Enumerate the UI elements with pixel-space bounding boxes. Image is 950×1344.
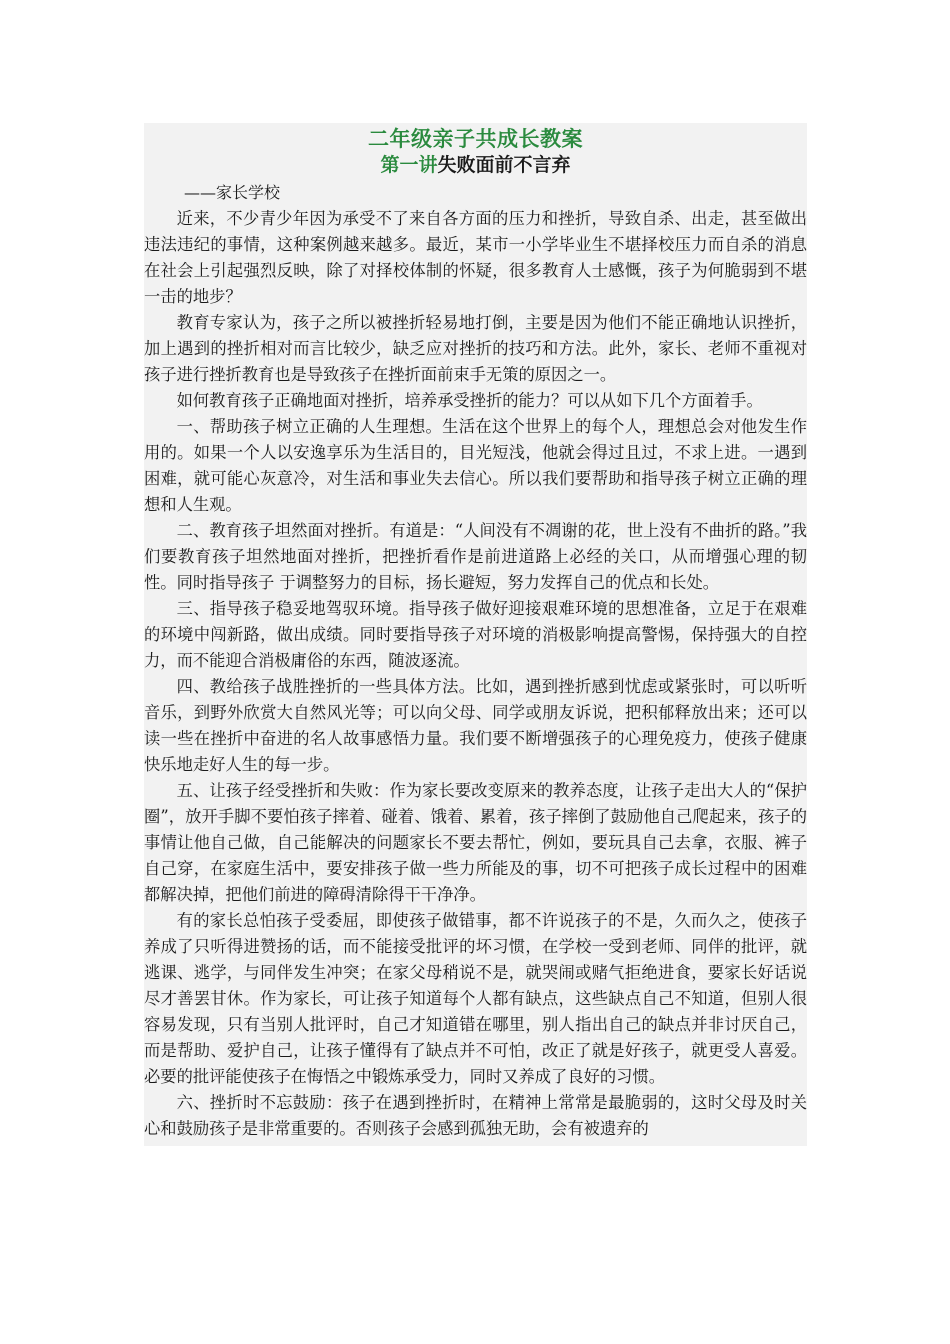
paragraph: 二、教育孩子坦然面对挫折。有道是：“人间没有不凋谢的花，世上没有不曲折的路。”我们要教育孩子坦然地面对挫折，把挫折看作是前进道路上必经的关口，从而增强心理的韧性。同时指导孩子 于调整努力的目标，扬长避短，努力发挥自己的优点和长处。 — [144, 521, 807, 592]
paragraph: 一、帮助孩子树立正确的人生理想。生活在这个世界上的每个人，理想总会对他发生作用的。如果一个人以安逸享乐为生活目的，目光短浅，他就会得过且过，不求上进。一遇到困难，就可能心灰意冷，对生活和事业失去信心。所以我们要帮助和指导孩子树立正确的理想和人生观。 — [144, 417, 807, 514]
paragraph: 六、挫折时不忘鼓励：孩子在遇到挫折时，在精神上常常是最脆弱的，这时父母及时关心和鼓励孩子是非常重要的。否则孩子会感到孤独无助，会有被遗弃的 — [144, 1093, 807, 1138]
document-subtitle — [144, 152, 807, 178]
paragraph: 三、指导孩子稳妥地驾驭环境。指导孩子做好迎接艰难环境的思想准备，立足于在艰难的环境中闯新路，做出成绩。同时要指导孩子对环境的消极影响提高警惕，保持强大的自控力，而不能迎合消极庸俗的东西，随波逐流。 — [144, 599, 807, 670]
document-body — [144, 123, 807, 1146]
document-source: ——家长学校 — [184, 183, 281, 202]
document-title: 二年级亲子共成长教案 — [368, 126, 583, 151]
subtitle-lecture-number: 第一讲 — [380, 154, 438, 176]
paragraph: 有的家长总怕孩子受委屈，即使孩子做错事，都不许说孩子的不是，久而久之，使孩子养成了只听得进赞扬的话，而不能接受批评的坏习惯，在学校一受到老师、同伴的批评，就逃课、逃学，与同伴发生冲突；在家父母稍说不是，就哭闹或赌气拒绝进食，要家长好话说尽才善罢甘休。作为家长，可让孩子知道每个人都有缺点，这些缺点自己不知道，但别人很容易发现，只有当别人批评时，自己才知道错在哪里，别人指出自己的缺点并非讨厌自己，而是帮助、爱护自己，让孩子懂得有了缺点并不可怕，改正了就是好孩子，就更受人喜爱。必要的批评能使孩子在悔悟之中锻炼承受力，同时又养成了良好的习惯。 — [144, 911, 807, 1086]
subtitle-topic: 失败面前不言弃 — [437, 154, 571, 176]
paragraph: 近来，不少青少年因为承受不了来自各方面的压力和挫折，导致自杀、出走，甚至做出违法违纪的事情，这种案例越来越多。最近，某市一小学毕业生不堪择校压力而自杀的消息在社会上引起强烈反映，除了对择校体制的怀疑，很多教育人士感慨，孩子为何脆弱到不堪一击的地步？ — [144, 209, 807, 306]
paragraph: 五、让孩子经受挫折和失败：作为家长要改变原来的教养态度，让孩子走出大人的“保护圈”，放开手脚不要怕孩子摔着、碰着、饿着、累着，孩子摔倒了鼓励他自己爬起来，孩子的事情让他自己做，自己能解决的问题家长不要去帮忙，例如，要玩具自己去拿，衣服、裤子自己穿，在家庭生活中，要安排孩子做一些力所能及的事，切不可把孩子成长过程中的困难都解决掉，把他们前进的障碍清除得干干净净。 — [144, 781, 807, 904]
paragraph: 四、教给孩子战胜挫折的一些具体方法。比如，遇到挫折感到忧虑或紧张时，可以听听音乐，到野外欣赏大自然风光等；可以向父母、同学或朋友诉说，把积郁释放出来；还可以读一些在挫折中奋进的名人故事感悟力量。我们要不断增强孩子的心理免疫力，使孩子健康快乐地走好人生的每一步。 — [144, 677, 807, 774]
paragraph: 教育专家认为，孩子之所以被挫折轻易地打倒，主要是因为他们不能正确地认识挫折，加上遇到的挫折相对而言比较少，缺乏应对挫折的技巧和方法。此外，家长、老师不重视对孩子进行挫折教育也是导致孩子在挫折面前束手无策的原因之一。 — [144, 313, 807, 384]
paragraph: 如何教育孩子正确地面对挫折，培养承受挫折的能力？可以从如下几个方面着手。 — [176, 391, 763, 410]
